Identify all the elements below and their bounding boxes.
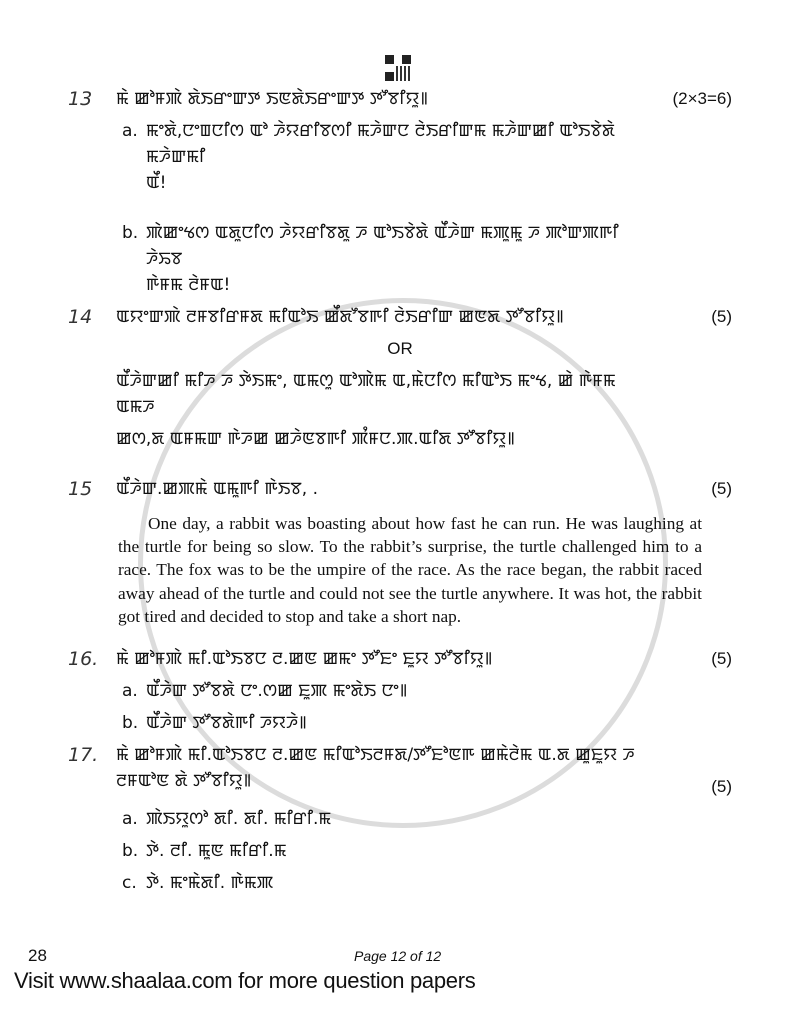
question-text: ꯃꯥ ꯀꯣꯝꯄꯥ ꯃꯤ.ꯑꯣꯏꯕꯅ ꯂ.ꯀꯟ ꯃꯤꯑꯣꯏꯂꯝꯗ/ꯇꯧꯐꯣꯟꯒ ꯀꯃꯥꯂꯥꯃ ꯑ.ꯗ ꯀꯨꯐꯨꯌ ꯍ bbox=[116, 745, 635, 766]
question-marks: (5) bbox=[711, 479, 732, 498]
question-marks: (5) bbox=[711, 307, 732, 326]
question-text-cont: ꯂꯝꯑꯣꯟ ꯗꯥ ꯇꯧꯕꯤꯌꯨ꯫ bbox=[116, 771, 252, 792]
part-text: ꯑꯩꯍꯥꯛ ꯇꯧꯕꯗꯥ ꯅꯦ.ꯁꯀ ꯐꯨꯄ ꯃꯦꯗꯥꯏ ꯅꯦ꯫ bbox=[146, 681, 408, 702]
part-text: ꯇꯥ. ꯂꯤ. ꯃꯨꯟ ꯃꯤꯔꯤ.ꯃ bbox=[146, 841, 287, 862]
footer-page-number: 28 bbox=[28, 946, 47, 966]
question-number: 15 bbox=[68, 478, 93, 500]
question-text: ꯑꯩꯍꯥꯛ.ꯀꯄꯃꯥ ꯑꯃꯨꯒꯤ ꯒꯥꯏꯕ, . bbox=[116, 479, 318, 499]
question-13 bbox=[68, 86, 732, 112]
alt-question-line: ꯀꯁ,ꯗ ꯑꯝꯃꯛ ꯒꯥꯍꯀ ꯀꯍꯥꯟꯕꯒꯤ ꯄꯪꯝꯅ.ꯄ.ꯑꯤꯗ ꯇꯧꯕꯤꯌꯨ꯫ bbox=[116, 429, 515, 449]
question-marks: (2×3=6) bbox=[672, 89, 732, 108]
part-label: a. bbox=[122, 809, 138, 830]
part-text: ꯑꯩꯍꯥꯛ ꯇꯧꯕꯗꯥꯒꯤ ꯍꯌꯍꯥ꯫ bbox=[146, 713, 307, 734]
part-text: ꯃꯦꯗꯥ,ꯅꯦꯡꯅꯤꯁ ꯑꯣ ꯍꯥꯌꯔꯤꯕꯁꯤ ꯃꯍꯥꯛꯅ ꯂꯥꯏꯔꯤꯛꯃ ꯃꯍꯥꯛꯀꯤ ꯑꯣꯏꯕꯥꯗꯥ ꯃꯍꯥꯛꯃꯤ bbox=[146, 121, 615, 167]
part-label: b. bbox=[122, 841, 139, 862]
or-label: OR bbox=[387, 339, 413, 358]
question-text: ꯃꯥ ꯀꯣꯝꯄꯥ ꯗꯥꯏꯔꯦꯛꯇ ꯏꯟꯗꯥꯏꯔꯦꯛꯇ ꯇꯧꯕꯤꯌꯨ꯫ bbox=[116, 89, 428, 109]
part-text: ꯄꯥꯏꯌꯨꯁꯣ ꯗꯤ. ꯗꯤ. ꯃꯤꯔꯤ.ꯃ bbox=[146, 809, 332, 830]
question-part bbox=[122, 118, 648, 196]
footer-page-label: Page 12 of 12 bbox=[354, 948, 442, 965]
part-text: ꯄꯥꯀꯦꯠꯁ ꯑꯗꯨꯅꯤꯁ ꯍꯥꯌꯔꯤꯕꯗꯨ ꯍ ꯑꯣꯏꯕꯥꯗꯥ ꯑꯩꯍꯥꯛ ꯃꯄꯨꯃꯨ ꯍ ꯄꯣꯛꯄꯒꯤ ꯍꯥꯢꯕ bbox=[146, 223, 619, 269]
passage-text: One day, a rabbit was boasting about how fast he can run. He was laughing at the turtle for being so slow. To the rabbit’s surprise, the turtle challenged him to a race. The fox was to be the umpire of the race. As the race began, the rabbit raced away ahead of the turtle and could not see the turtle anywhere. It was hot, the rabbit got tired and decided to stop and take a short nap. bbox=[118, 514, 702, 626]
question-number: 14 bbox=[68, 306, 93, 328]
question-number: 16. bbox=[68, 648, 99, 671]
part-text-cont: ꯑꯩ! bbox=[146, 173, 167, 193]
question-part bbox=[122, 220, 648, 298]
part-label: a. bbox=[122, 121, 138, 141]
question-number: 17. bbox=[68, 744, 99, 767]
question-14 bbox=[68, 304, 732, 330]
question-part bbox=[122, 806, 648, 832]
question-part bbox=[122, 838, 648, 864]
question-marks: (5) bbox=[711, 777, 732, 797]
question-16 bbox=[68, 646, 732, 672]
question-part bbox=[122, 870, 648, 896]
part-text: ꯇꯥ. ꯃꯦꯃꯥꯗꯤ. ꯒꯥꯃꯄ bbox=[146, 873, 274, 894]
question-text: ꯑꯌꯦꯛꯄꯥ ꯂꯝꯕꯤꯔꯝꯗ ꯃꯤꯑꯣꯏ ꯀꯩꯗꯧꯕꯒꯤ ꯂꯥꯏꯔꯤꯛ ꯀꯟꯗ ꯇꯧꯕꯤꯌꯨ꯫ bbox=[116, 307, 564, 327]
part-label: a. bbox=[122, 681, 138, 702]
question-text: ꯃꯥ ꯀꯣꯝꯄꯥ ꯃꯤ.ꯑꯣꯏꯕꯅ ꯂ.ꯀꯟ ꯀꯃꯦ ꯇꯧꯐꯦ ꯐꯨꯌ ꯇꯧꯕꯤꯌꯨ꯫ bbox=[116, 649, 493, 670]
part-text-cont: ꯒꯥꯝꯃ ꯂꯥꯝꯑ! bbox=[146, 275, 231, 295]
question-part bbox=[122, 710, 648, 736]
passage bbox=[118, 512, 702, 628]
alt-question-line: ꯑꯩꯍꯥꯛꯀꯤ ꯃꯤꯍ ꯍ ꯇꯥꯏꯃꯦ, ꯑꯃꯁꯨ ꯑꯣꯄꯥꯃ ꯑ,ꯃꯥꯅꯤꯁ ꯃꯤꯑꯣꯏ ꯃꯦꯠ, ꯀꯥ ꯒꯥꯝꯃ ꯑꯃꯍ bbox=[116, 371, 616, 417]
question-part bbox=[122, 678, 648, 704]
part-label: c. bbox=[122, 873, 137, 894]
part-label: b. bbox=[122, 223, 139, 243]
part-label: b. bbox=[122, 713, 139, 734]
question-15 bbox=[68, 476, 732, 502]
footer bbox=[0, 932, 800, 1000]
question-17 bbox=[68, 742, 732, 800]
question-number: 13 bbox=[68, 88, 93, 110]
question-marks: (5) bbox=[711, 649, 732, 669]
footer-visit-link[interactable]: Visit www.shaalaa.com for more question papers bbox=[14, 968, 476, 994]
